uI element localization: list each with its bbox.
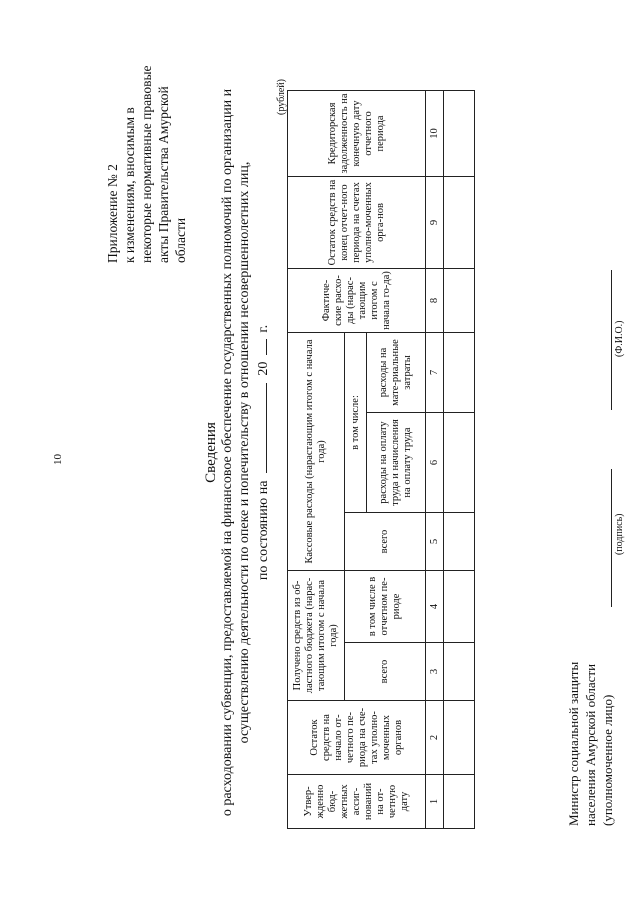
data-cell: [444, 643, 475, 701]
signature-caption: (подпись): [614, 513, 625, 555]
header-col-6: расходы на оплату труда и начисления на оплату труда: [367, 413, 426, 513]
column-number: 5: [426, 513, 444, 571]
header-col-3: всего: [344, 643, 425, 701]
column-number: 3: [426, 643, 444, 701]
document-title-line-2: о расходовании субвенции, предоставляемой на финансовое обеспечение государственных полномочий по организации и: [220, 88, 235, 817]
data-cell: [444, 571, 475, 643]
appendix-line-2: к изменениям, вносимым в: [122, 107, 137, 263]
column-number: 4: [426, 571, 444, 643]
subvention-table: [287, 90, 475, 829]
year-blank: [254, 339, 267, 355]
header-col-8: Фактиче-ские расхо-ды (нарас-тающим итогом с начала го-да): [288, 268, 426, 332]
year-prefix: 20: [256, 361, 271, 376]
appendix-line-4: акты Правительства Амурской: [156, 86, 171, 263]
column-number: 8: [426, 268, 444, 332]
appendix-line-5: области: [173, 217, 188, 263]
document-heading: Сведения: [203, 422, 219, 483]
header-col-3-4: Получено средств из об-ластного бюджета (нарас-тающим итогом с начала года): [288, 571, 345, 701]
data-cell: [444, 90, 475, 176]
name-line: [611, 270, 612, 410]
page-number: 10: [52, 454, 64, 465]
date-blank: [254, 383, 267, 473]
column-number: 1: [426, 775, 444, 829]
header-col-6-7: в том числе:: [344, 332, 366, 512]
header-col-10: Кредиторская задолженность на конечную дату отчетного периода: [288, 90, 426, 176]
header-col-5-7: Кассовые расходы (нарастающим итогом с начала года): [288, 332, 345, 570]
header-col-4: в том числе в отчетном пе-риоде: [344, 571, 425, 643]
column-number: 10: [426, 90, 444, 176]
appendix-block: [104, 18, 189, 263]
signatory-line-3: (уполномоченное лицо): [600, 694, 615, 826]
data-cell: [444, 413, 475, 513]
data-cell: [444, 513, 475, 571]
report-date-line: [254, 0, 272, 905]
year-suffix: г.: [256, 324, 271, 333]
signatory-line-2: населения Амурской области: [583, 663, 598, 826]
signatory-line-1: Министр социальной защиты: [566, 661, 581, 826]
appendix-line-3: некоторые нормативные правовые: [139, 65, 154, 263]
appendix-line-1: Приложение № 2: [105, 164, 120, 263]
units-label: (рублей): [276, 78, 287, 115]
data-cell: [444, 332, 475, 412]
header-col-7: расходы на мате-риальные затраты: [367, 332, 426, 412]
header-col-1: Утвер-жденно бюд-жетных ассиг-нований на от-четную дату: [288, 775, 426, 829]
data-cell: [444, 268, 475, 332]
signature-line: [611, 469, 612, 607]
column-number: 9: [426, 176, 444, 268]
name-caption: (Ф.И.О.): [614, 320, 625, 357]
data-cell: [444, 176, 475, 268]
document-title-line-3: осуществлению деятельности по опеке и попечительству в отношении несовершеннолетних лиц,: [237, 161, 252, 744]
column-number: 7: [426, 332, 444, 412]
column-number: 6: [426, 413, 444, 513]
header-col-2: Остаток средств на начало от-четного пе-риода на сче-тах уполно-моченных органов: [288, 701, 426, 775]
data-cell: [444, 775, 475, 829]
header-col-5: всего: [344, 513, 425, 571]
column-number: 2: [426, 701, 444, 775]
as-of-label: по состоянию на: [256, 480, 271, 581]
header-col-9: Остаток средств на конец отчет-ного периода на счетах уполно-моченных орга-нов: [288, 176, 426, 268]
data-cell: [444, 701, 475, 775]
